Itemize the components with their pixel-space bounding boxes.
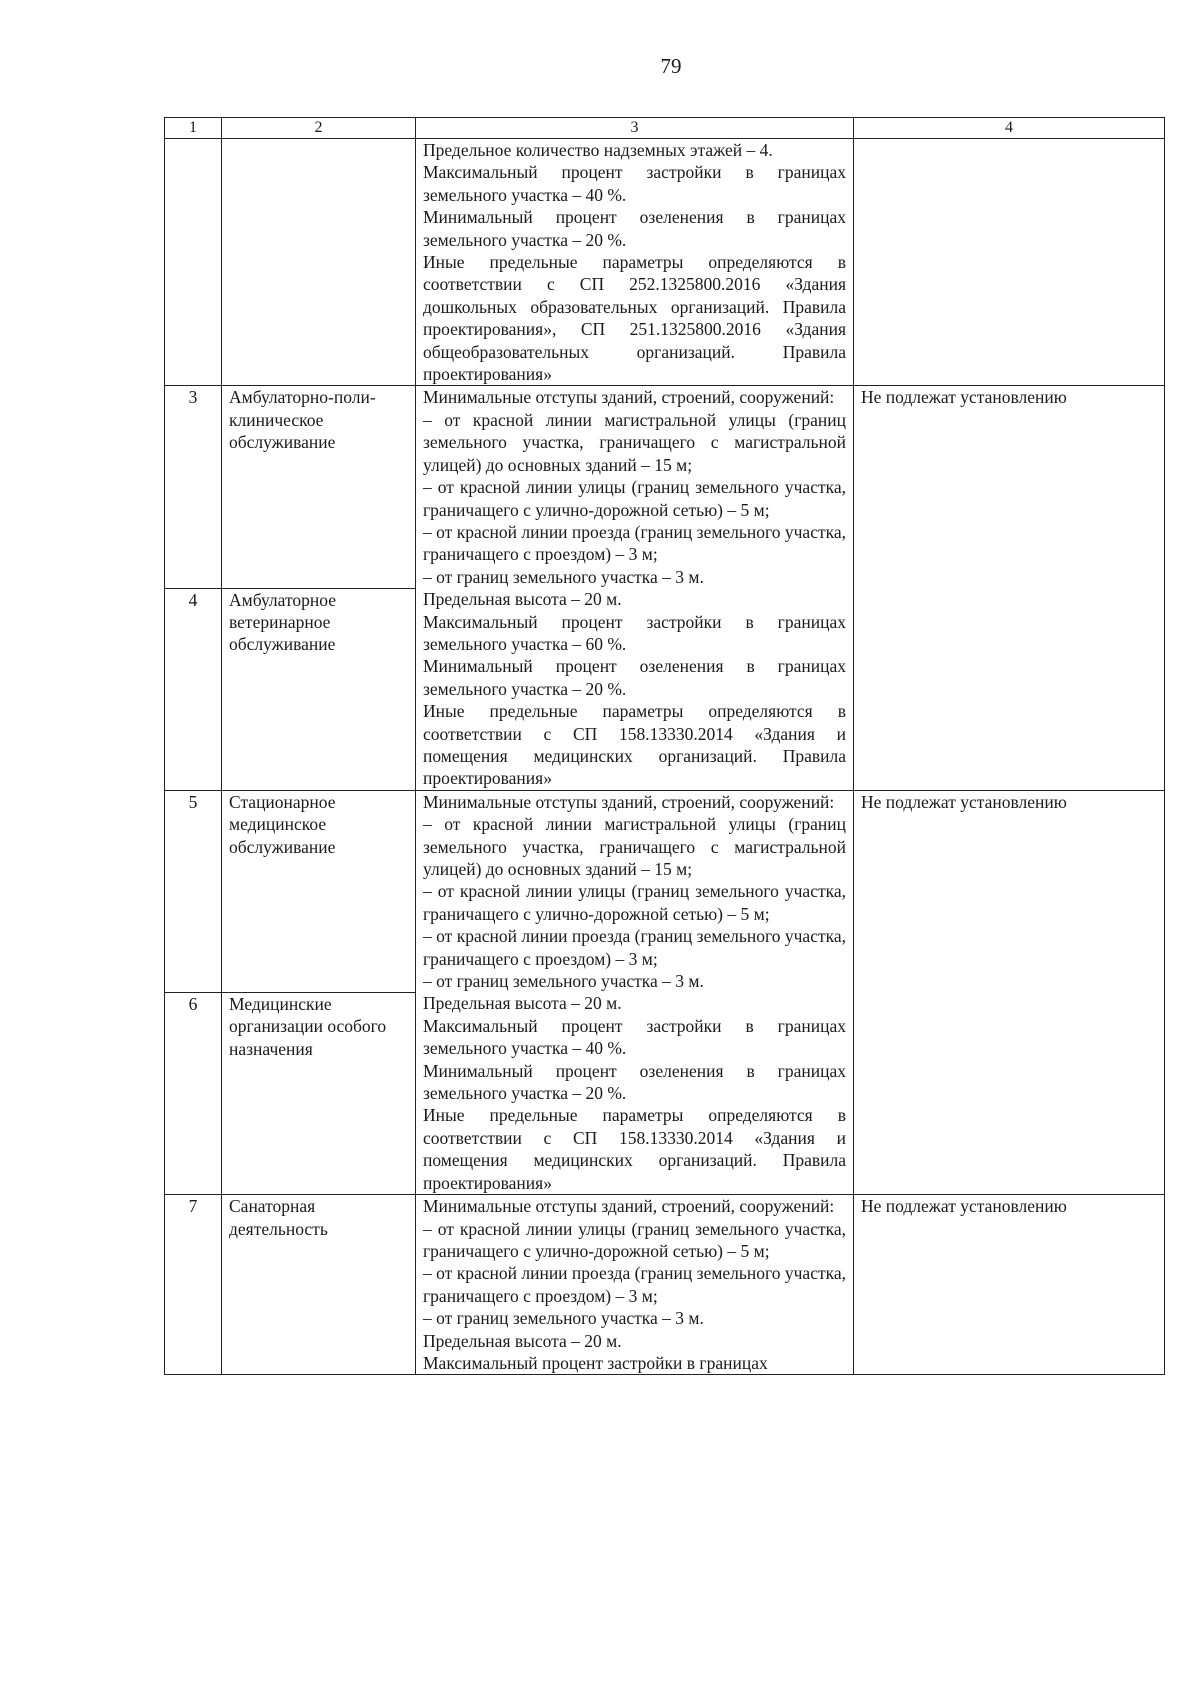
regulations-table: [164, 117, 1165, 1375]
parameter-line: – от границ земельного участка – 3 м.: [423, 1308, 704, 1329]
parameters-cell: [416, 790, 854, 1194]
parameter-line: Иные предельные параметры определяются в соответствии с СП 158.13330.2014 «Здания и помещения медицинских организаций. Правила проектирования»: [423, 1105, 846, 1193]
restrictions-cell: Не подлежат установлению: [854, 790, 1165, 1194]
restrictions-cell: Не подлежат установлению: [854, 1195, 1165, 1375]
parameter-line: – от границ земельного участка – 3 м.: [423, 971, 704, 992]
row-number: 7: [165, 1195, 222, 1375]
use-name: Амбулаторно-поли-клиническое обслуживание: [222, 386, 416, 588]
column-header-3: 3: [416, 118, 854, 139]
parameter-line: Предельная высота – 20 м.: [423, 993, 622, 1014]
parameter-line: Предельное количество надземных этажей – 4.: [423, 140, 773, 160]
parameter-line: Иные предельные параметры определяются в соответствии с СП 158.13330.2014 «Здания и помещения медицинских организаций. Правила проектирования»: [423, 701, 846, 789]
parameter-line: – от красной линии улицы (границ земельного участка, граничащего с улично-дорожной сетью) – 5 м;: [423, 477, 846, 520]
parameter-line: Минимальные отступы зданий, строений, сооружений:: [423, 387, 835, 408]
parameter-line: Минимальные отступы зданий, строений, сооружений:: [423, 791, 835, 812]
parameter-line: Минимальные отступы зданий, строений, сооружений:: [423, 1196, 835, 1217]
parameter-line: Минимальный процент озеленения в границах земельного участка – 20 %.: [423, 207, 846, 250]
use-name: Стационарное медицинское обслуживание: [222, 790, 416, 992]
parameter-line: Максимальный процент застройки в границах земельного участка – 40 %.: [423, 1015, 846, 1059]
table-row-continuation: [165, 139, 1165, 386]
parameters-cell: [416, 386, 854, 790]
row-number: 4: [165, 588, 222, 790]
restrictions-cell: [854, 139, 1165, 386]
parameter-line: Максимальный процент застройки в границах: [423, 1352, 768, 1373]
restrictions-cell: Не подлежат установлению: [854, 386, 1165, 790]
page-number: 79: [660, 54, 682, 78]
parameters-cell: [416, 1195, 854, 1375]
parameters-cell: [416, 139, 854, 386]
parameter-line: Иные предельные параметры определяются в соответствии с СП 252.1325800.2016 «Здания дошкольных образовательных организаций. Правила проектирования», СП 251.1325800.2016 «Здания общеобразовательных организаций. Правила проектирования»: [423, 252, 846, 385]
row-number: 6: [165, 992, 222, 1194]
table-row-5: [165, 790, 1165, 992]
row-number: 5: [165, 790, 222, 992]
parameter-line: Предельная высота – 20 м.: [423, 1330, 622, 1351]
parameter-line: Предельная высота – 20 м.: [423, 589, 622, 610]
table-header-row: [165, 118, 1165, 139]
parameter-line: – от красной линии проезда (границ земельного участка, граничащего с проездом) – 3 м;: [423, 926, 846, 969]
parameter-line: – от красной линии проезда (границ земельного участка, граничащего с проездом) – 3 м;: [423, 521, 846, 565]
use-name: Амбулаторное ветеринарное обслуживание: [222, 588, 416, 790]
column-header-1: 1: [165, 118, 222, 139]
use-name-cell: [222, 139, 416, 386]
parameter-line: Минимальный процент озеленения в границах земельного участка – 20 %.: [423, 1060, 846, 1104]
parameter-line: – от границ земельного участка – 3 м.: [423, 566, 704, 587]
row-number: 3: [165, 386, 222, 588]
parameter-line: – от красной линии магистральной улицы (границ земельного участка, граничащего с магистральной улицей) до основных зданий – 15 м;: [423, 409, 846, 475]
parameter-line: – от красной линии магистральной улицы (границ земельного участка, граничащего с магистральной улицей) до основных зданий – 15 м;: [423, 814, 846, 879]
row-number-cell: [165, 139, 222, 386]
column-header-4: 4: [854, 118, 1165, 139]
column-header-2: 2: [222, 118, 416, 139]
use-name: Медицинские организации особого назначения: [222, 992, 416, 1194]
table-row-7: [165, 1195, 1165, 1375]
use-name: Санаторная деятельность: [222, 1195, 416, 1375]
parameter-line: – от красной линии улицы (границ земельного участка, граничащего с улично-дорожной сетью) – 5 м;: [423, 1218, 846, 1261]
parameter-line: Максимальный процент застройки в границах земельного участка – 40 %.: [423, 162, 846, 205]
table-row-3: [165, 386, 1165, 588]
parameter-line: – от красной линии проезда (границ земельного участка, граничащего с проездом) – 3 м;: [423, 1263, 846, 1306]
parameter-line: – от красной линии улицы (границ земельного участка, граничащего с улично-дорожной сетью) – 5 м;: [423, 881, 846, 924]
parameter-line: Минимальный процент озеленения в границах земельного участка – 20 %.: [423, 656, 846, 699]
parameter-line: Максимальный процент застройки в границах земельного участка – 60 %.: [423, 611, 846, 654]
